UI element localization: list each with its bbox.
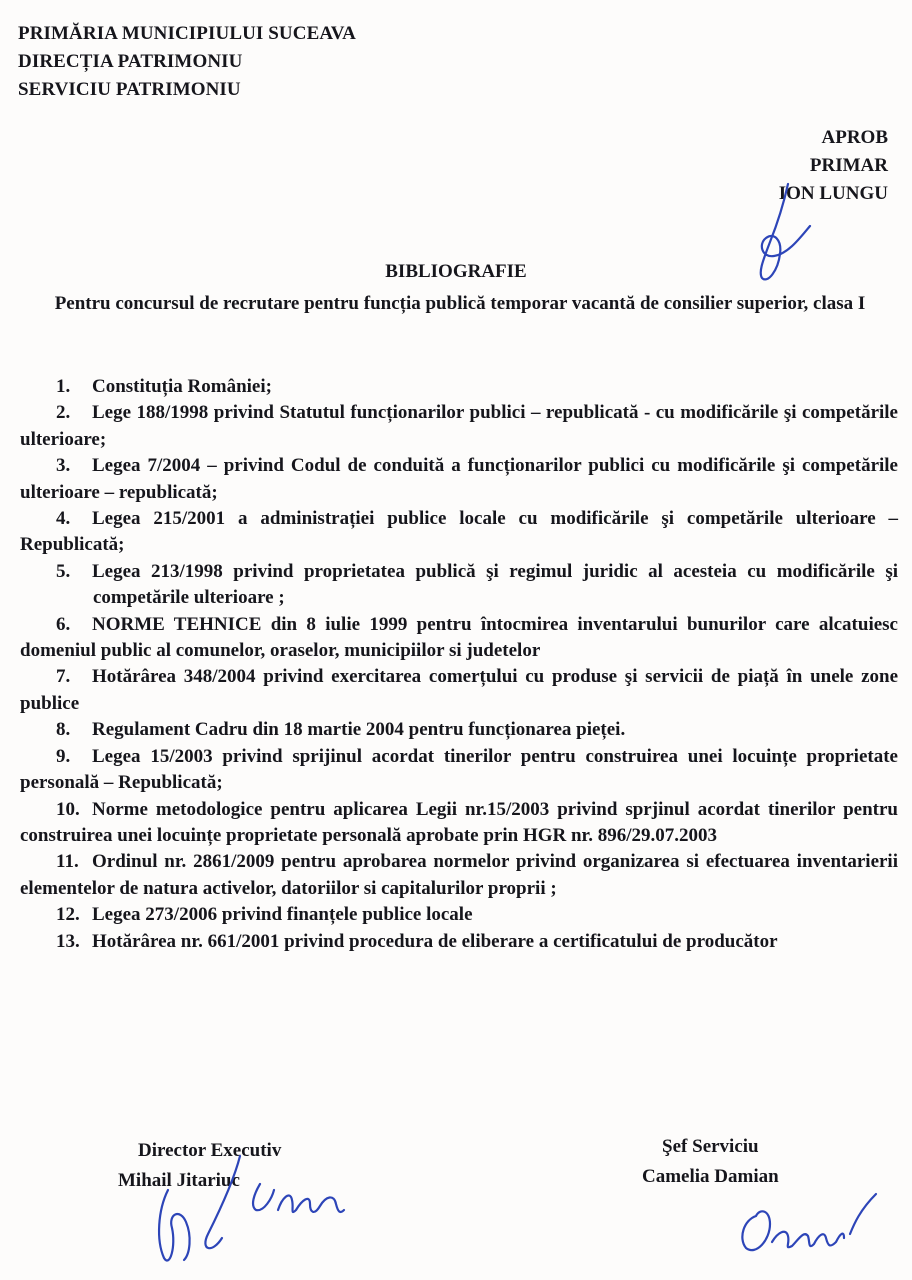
item-text: NORME TEHNICE din 8 iulie 1999 pentru întocmirea inventarului bunurilor care alcatuiesc domeniul public al comunelor, oraselor, municipiilor si judetelor <box>20 613 898 662</box>
item-text: Legea 213/1998 privind proprietatea publică şi regimul juridic al acesteia cu modificările şi competările ulterioare ; <box>92 560 898 609</box>
list-item <box>20 612 898 665</box>
document-subtitle: Pentru concursul de recrutare pentru funcția publică temporar vacantă de consilier superior, clasa I <box>54 293 866 314</box>
list-item <box>20 797 898 850</box>
item-number: 5. <box>56 560 71 582</box>
item-number: 13. <box>56 930 80 952</box>
list-item <box>20 506 898 559</box>
director-title: Director Executiv <box>138 1140 282 1161</box>
item-text: Ordinul nr. 2861/2009 pentru aprobarea normelor privind organizarea si efectuarea inventarierii elementelor de natura activelor, datoriilor si capitalurilor proprii ; <box>20 851 898 899</box>
director-name: Mihail Jitariuc <box>118 1170 240 1191</box>
item-text: Legea 215/2001 a administrației publice locale cu modificările şi competările ulterioare – Republicată; <box>20 508 898 556</box>
item-text: Constituția României; <box>92 376 272 397</box>
list-item <box>20 664 898 717</box>
header-line-service: SERVICIU PATRIMONIU <box>18 79 241 100</box>
list-item <box>20 849 898 902</box>
item-text: Norme metodologice pentru aplicarea Legii nr.15/2003 privind sprjinul acordat tinerilor pentru construirea unei locuințe proprietate personală aprobate prin HGR nr. 896/29.07.2003 <box>20 798 898 846</box>
service-head-signature <box>730 1180 880 1260</box>
header-line-institution: PRIMĂRIA MUNICIPIULUI SUCEAVA <box>18 23 356 44</box>
item-number: 3. <box>56 455 71 477</box>
item-number: 4. <box>56 508 71 530</box>
item-number: 7. <box>56 666 71 688</box>
institution-header <box>18 20 356 104</box>
list-item <box>20 453 898 506</box>
service-head-name: Camelia Damian <box>642 1166 779 1187</box>
item-number: 12. <box>56 904 80 926</box>
list-item <box>20 717 898 743</box>
item-number: 6. <box>56 613 71 635</box>
list-item <box>20 400 898 453</box>
item-text: Legea 273/2006 privind finanțele publice locale <box>92 904 473 926</box>
item-number: 8. <box>56 719 71 741</box>
approval-line-approve: APROB <box>821 127 888 148</box>
item-number: 1. <box>56 376 71 397</box>
list-item <box>20 744 898 797</box>
item-number: 9. <box>56 745 71 767</box>
item-number: 11. <box>56 851 79 873</box>
item-text: Legea 15/2003 privind sprijinul acordat tinerilor pentru construirea unei locuințe proprietate personală – Republicată; <box>20 745 898 794</box>
item-text: Regulament Cadru din 18 martie 2004 pentru funcționarea pieței. <box>92 719 626 741</box>
item-number: 2. <box>56 402 71 424</box>
item-text: Hotărârea nr. 661/2001 privind procedura de eliberare a certificatului de producător <box>92 930 778 952</box>
director-signature <box>150 1150 350 1270</box>
document-title: BIBLIOGRAFIE <box>385 261 527 282</box>
item-number: 10. <box>56 798 80 820</box>
approval-line-name: ION LUNGU <box>778 183 888 204</box>
list-item <box>20 559 898 612</box>
list-item <box>20 374 898 400</box>
bibliography-list <box>20 374 898 955</box>
list-item <box>20 929 898 955</box>
item-text: Hotărârea 348/2004 privind exercitarea comerțului cu produse şi servicii de piață în unele zone publice <box>20 666 898 714</box>
list-item <box>20 902 898 928</box>
approval-line-mayor: PRIMAR <box>809 155 888 176</box>
item-text: Lege 188/1998 privind Statutul funcționarilor publici – republicată - cu modificările şi competările ulterioare; <box>20 402 898 450</box>
item-text: Legea 7/2004 – privind Codul de conduită a funcționarilor publici cu modificările şi competările ulterioare – republicată; <box>20 455 898 503</box>
header-line-directorate: DIRECȚIA PATRIMONIU <box>18 51 243 72</box>
service-head-title: Şef Serviciu <box>662 1136 759 1157</box>
